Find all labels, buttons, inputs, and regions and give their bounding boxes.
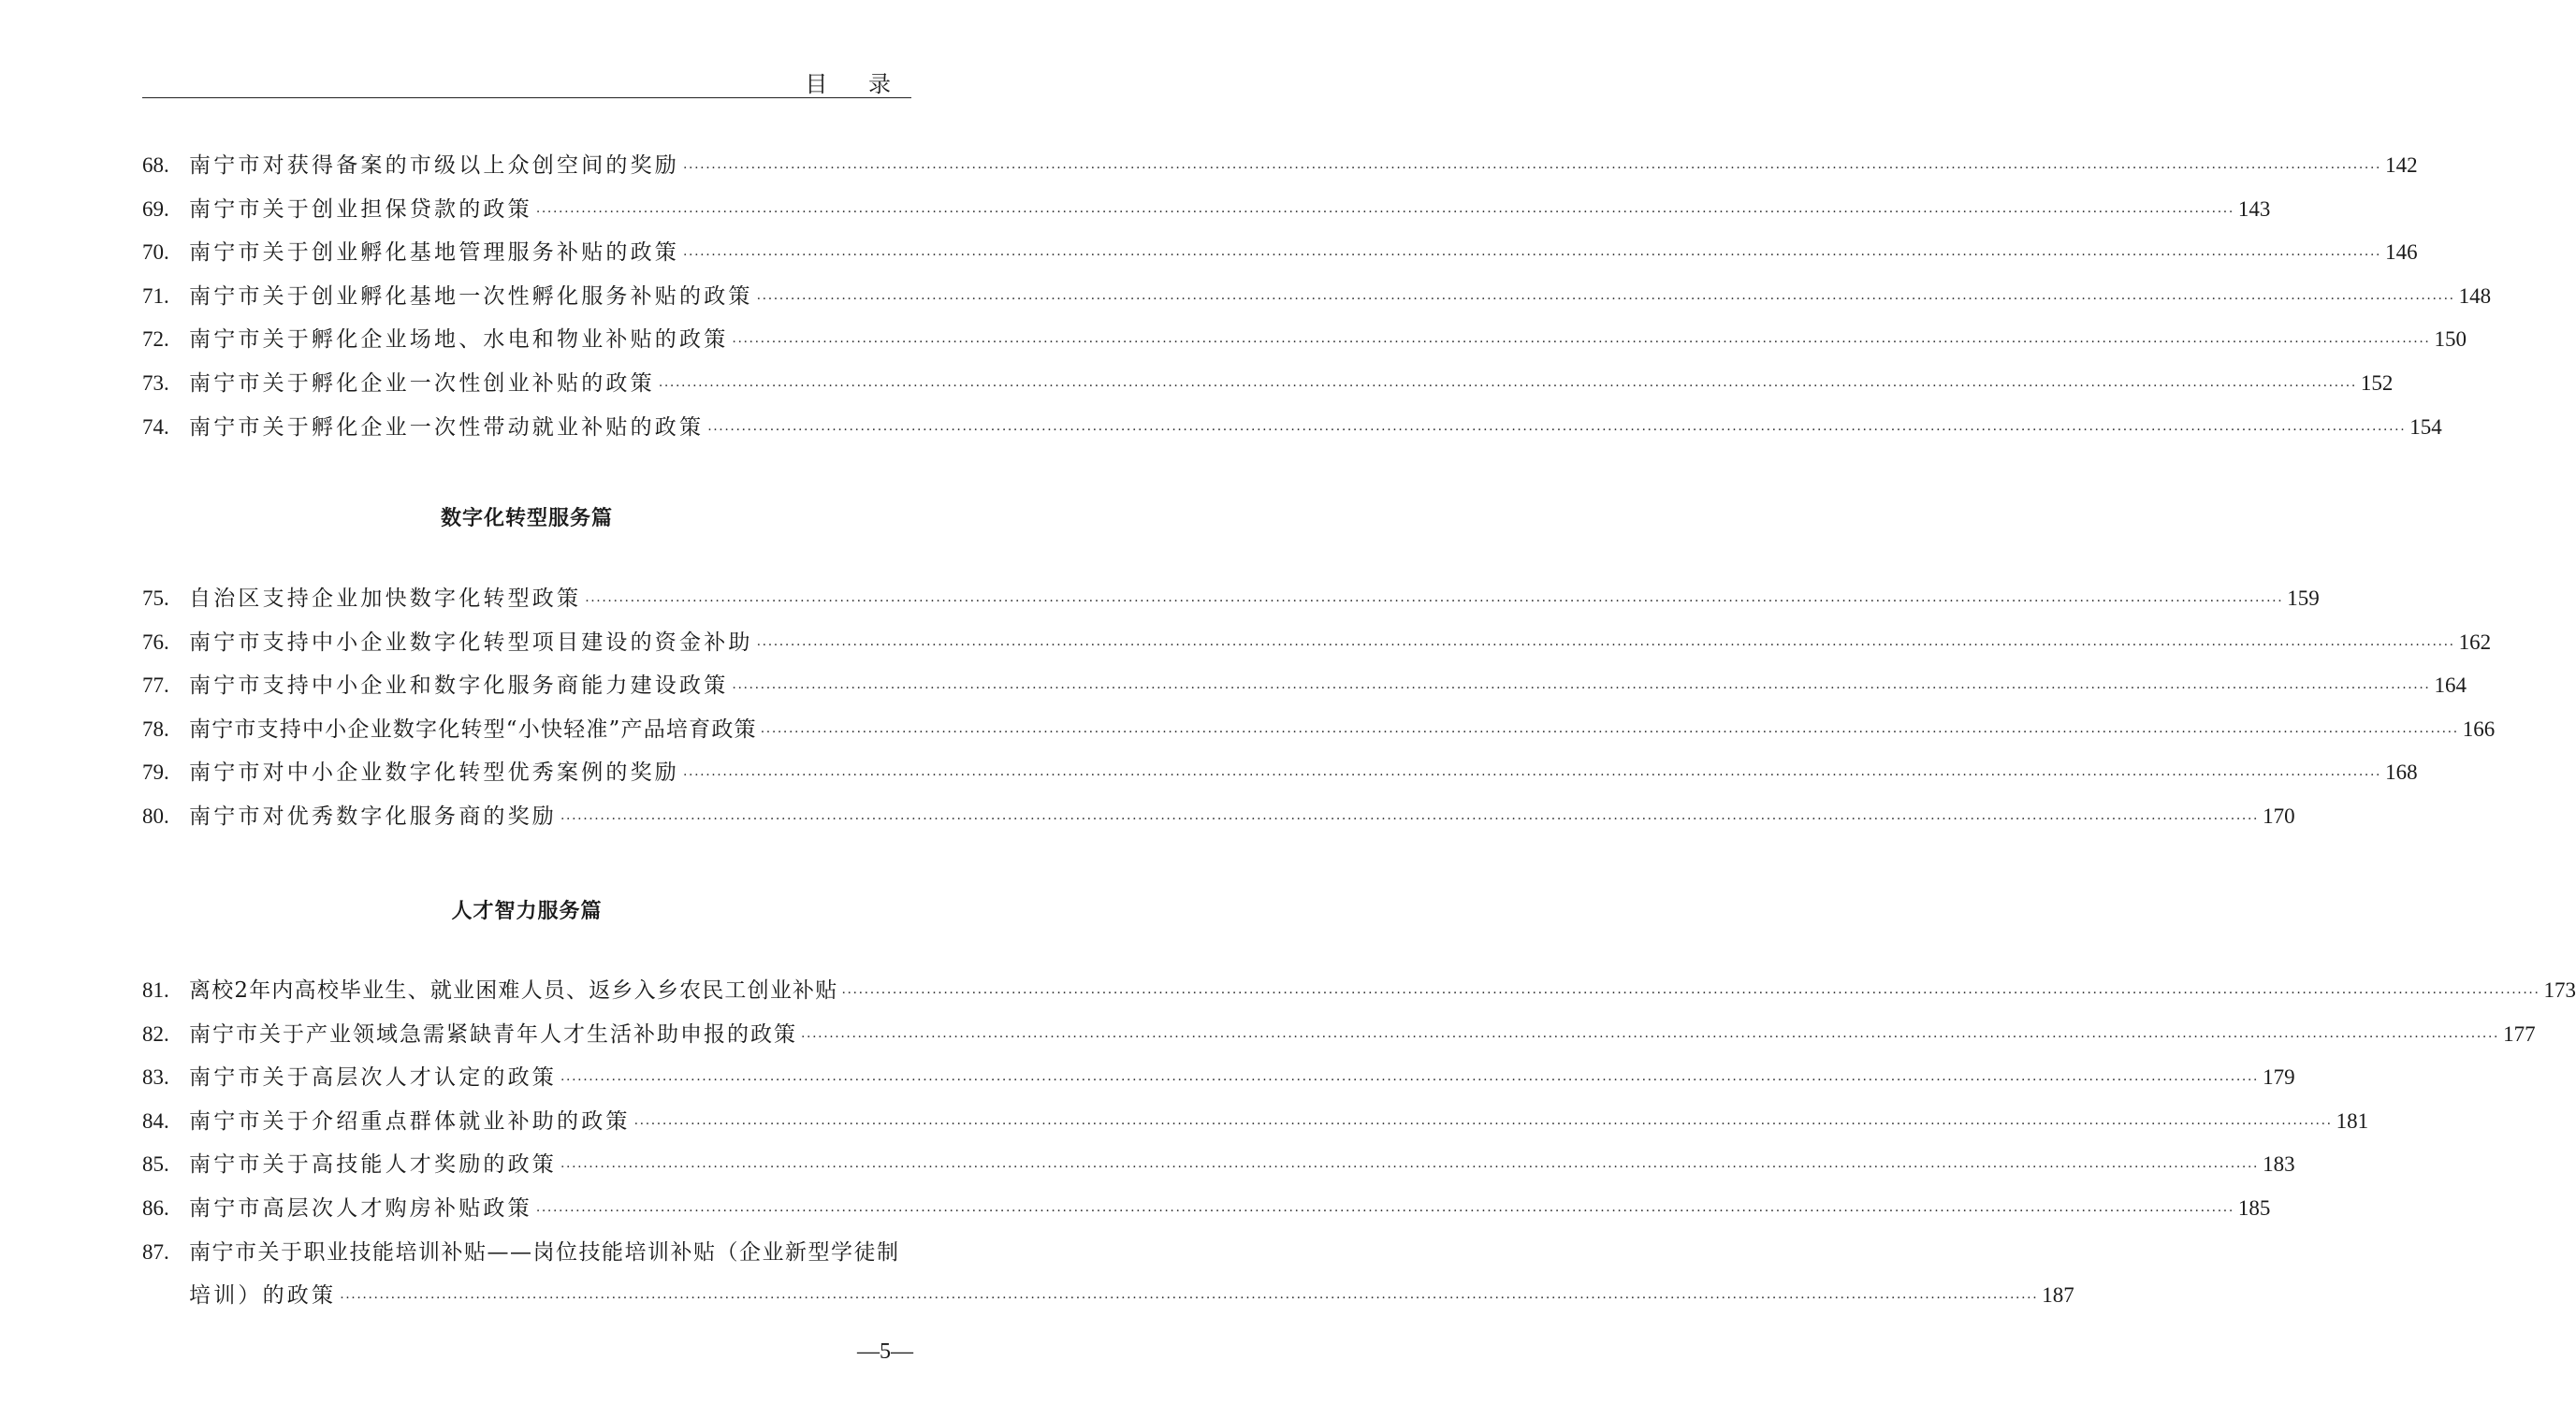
entry-number: 87. — [142, 1239, 169, 1264]
leader-dots: ············································································································································································································································································································ — [683, 161, 2382, 176]
toc-entry-70[interactable] — [142, 235, 2418, 279]
entry-title: 南宁市关于创业担保贷款的政策 — [189, 196, 532, 222]
toc-entry-69[interactable] — [142, 192, 2271, 236]
toc-section-3 — [142, 973, 2576, 1322]
entry-title: 南宁市关于创业孵化基地一次性孵化服务补贴的政策 — [189, 283, 753, 309]
entry-number: 79. — [142, 760, 169, 785]
toc-entry-80[interactable] — [142, 799, 2295, 843]
entry-title: 南宁市关于高层次人才认定的政策 — [189, 1065, 557, 1091]
entry-title: 南宁市关于介绍重点群体就业补助的政策 — [189, 1108, 631, 1134]
entry-number: 76. — [142, 630, 169, 654]
toc-entry-87-continued[interactable] — [142, 1278, 2074, 1322]
entry-number: 68. — [142, 153, 169, 177]
entry-number: 78. — [142, 717, 169, 741]
toc-entry-86[interactable] — [142, 1191, 2271, 1235]
leader-dots: ············································································································································································································································································································ — [760, 724, 2459, 740]
entry-number: 82. — [142, 1021, 169, 1046]
leader-dots: ············································································································································································································································································································ — [560, 1160, 2260, 1176]
entry-title-continued: 培训）的政策 — [189, 1283, 337, 1309]
toc-entry-87[interactable] — [142, 1235, 911, 1279]
entry-title: 南宁市关于孵化企业一次性带动就业补贴的政策 — [189, 414, 705, 440]
entry-number: 75. — [142, 586, 169, 610]
entry-title: 南宁市支持中小企业数字化转型项目建设的资金补助 — [189, 630, 753, 655]
toc-entry-75[interactable] — [142, 581, 2320, 625]
entry-page: 143 — [2237, 196, 2271, 221]
header-rule — [142, 97, 911, 98]
entry-page: 159 — [2287, 586, 2320, 610]
entry-page: 173 — [2543, 978, 2576, 1002]
entry-page: 183 — [2263, 1152, 2295, 1177]
toc-entry-71[interactable] — [142, 279, 2492, 323]
entry-title: 南宁市关于孵化企业场地、水电和物业补贴的政策 — [189, 327, 729, 353]
leader-dots: ············································································································································································································································································································ — [732, 335, 2431, 351]
entry-page: 150 — [2434, 327, 2467, 352]
entry-number: 69. — [142, 196, 169, 221]
entry-page: 187 — [2042, 1283, 2074, 1308]
leader-dots: ············································································································································································································································································································ — [340, 1291, 2039, 1307]
entry-title: 自治区支持企业加快数字化转型政策 — [189, 586, 582, 611]
entry-page: 166 — [2462, 717, 2496, 741]
entry-page: 146 — [2385, 240, 2418, 265]
entry-title: 南宁市关于创业孵化基地管理服务补贴的政策 — [189, 240, 679, 266]
toc-entry-85[interactable] — [142, 1147, 2295, 1191]
entry-page: 164 — [2434, 673, 2467, 698]
entry-title: 南宁市关于职业技能培训补贴——岗位技能培训补贴（企业新型学徒制 — [189, 1239, 900, 1265]
page-number: —5— — [857, 1339, 913, 1364]
entry-page: 181 — [2336, 1108, 2369, 1133]
entry-page: 179 — [2263, 1065, 2295, 1090]
toc-entry-78[interactable] — [142, 712, 2496, 756]
entry-number: 85. — [142, 1152, 169, 1177]
entry-page: 154 — [2409, 414, 2442, 439]
entry-page: 142 — [2385, 153, 2418, 177]
entry-page: 168 — [2385, 760, 2418, 785]
entry-page: 185 — [2237, 1195, 2271, 1220]
entry-page: 177 — [2503, 1021, 2536, 1046]
entry-title: 南宁市对优秀数字化服务商的奖励 — [189, 804, 557, 829]
leader-dots: ············································································································································································································································································································ — [658, 378, 2357, 394]
entry-title: 南宁市支持中小企业和数字化服务商能力建设政策 — [189, 673, 729, 699]
leader-dots: ············································································································································································································································································································ — [732, 681, 2431, 697]
entry-page: 148 — [2458, 283, 2492, 308]
entry-title: 南宁市支持中小企业数字化转型“小快轻准”产品培育政策 — [189, 717, 757, 742]
toc-entry-76[interactable] — [142, 625, 2492, 669]
toc-entry-73[interactable] — [142, 366, 2394, 410]
leader-dots: ············································································································································································································································································································ — [683, 248, 2382, 264]
toc-entry-77[interactable] — [142, 668, 2467, 712]
leader-dots: ············································································································································································································································································································ — [535, 1203, 2234, 1219]
leader-dots: ············································································································································································································································································································ — [841, 986, 2540, 1001]
toc-entry-79[interactable] — [142, 755, 2418, 799]
toc-entry-83[interactable] — [142, 1060, 2295, 1104]
entry-number: 70. — [142, 240, 169, 265]
entry-number: 72. — [142, 327, 169, 352]
toc-entry-68[interactable] — [142, 148, 2418, 192]
entry-title: 南宁市关于孵化企业一次性创业补贴的政策 — [189, 370, 655, 396]
toc-entry-84[interactable] — [142, 1104, 2369, 1148]
entry-number: 73. — [142, 370, 169, 395]
toc-section-2 — [142, 581, 2496, 843]
entry-number: 84. — [142, 1108, 169, 1133]
toc-entry-82[interactable] — [142, 1017, 2536, 1061]
leader-dots: ············································································································································································································································································································ — [801, 1029, 2500, 1045]
header-title: 目 录 — [805, 71, 908, 97]
entry-title: 南宁市关于产业领域急需紧缺青年人才生活补助申报的政策 — [189, 1021, 797, 1047]
leader-dots: ············································································································································································································································································································ — [633, 1116, 2333, 1132]
leader-dots: ············································································································································································································································································································ — [560, 811, 2260, 827]
leader-dots: ············································································································································································································································································································ — [535, 204, 2234, 220]
section-heading-digital: 数字化转型服务篇 — [440, 507, 613, 530]
leader-dots: ············································································································································································································································································································ — [585, 594, 2284, 609]
entry-title: 南宁市对获得备案的市级以上众创空间的奖励 — [189, 153, 679, 178]
entry-title: 离校2年内高校毕业生、就业困难人员、返乡入乡农民工创业补贴 — [189, 978, 838, 1003]
leader-dots: ············································································································································································································································································································ — [683, 768, 2382, 784]
toc-entry-74[interactable] — [142, 410, 2442, 454]
leader-dots: ············································································································································································································································································································ — [756, 637, 2455, 653]
toc-section-1 — [142, 148, 2492, 453]
entry-number: 74. — [142, 414, 169, 439]
entry-number: 83. — [142, 1065, 169, 1090]
entry-number: 81. — [142, 978, 169, 1002]
entry-number: 86. — [142, 1195, 169, 1220]
toc-entry-72[interactable] — [142, 322, 2467, 366]
entry-page: 152 — [2360, 370, 2394, 395]
entry-number: 71. — [142, 283, 169, 308]
toc-entry-81[interactable] — [142, 973, 2576, 1017]
entry-title: 南宁市关于高技能人才奖励的政策 — [189, 1152, 557, 1178]
entry-number: 80. — [142, 804, 169, 828]
entry-page: 170 — [2263, 804, 2295, 828]
leader-dots: ············································································································································································································································································································ — [707, 422, 2407, 438]
entry-title: 南宁市高层次人才购房补贴政策 — [189, 1195, 532, 1221]
leader-dots: ············································································································································································································································································································ — [756, 291, 2455, 307]
entry-number: 77. — [142, 673, 169, 698]
entry-title: 南宁市对中小企业数字化转型优秀案例的奖励 — [189, 760, 679, 786]
section-heading-talent: 人才智力服务篇 — [451, 900, 603, 923]
entry-page: 162 — [2458, 630, 2492, 654]
leader-dots: ············································································································································································································································································································ — [560, 1073, 2260, 1089]
